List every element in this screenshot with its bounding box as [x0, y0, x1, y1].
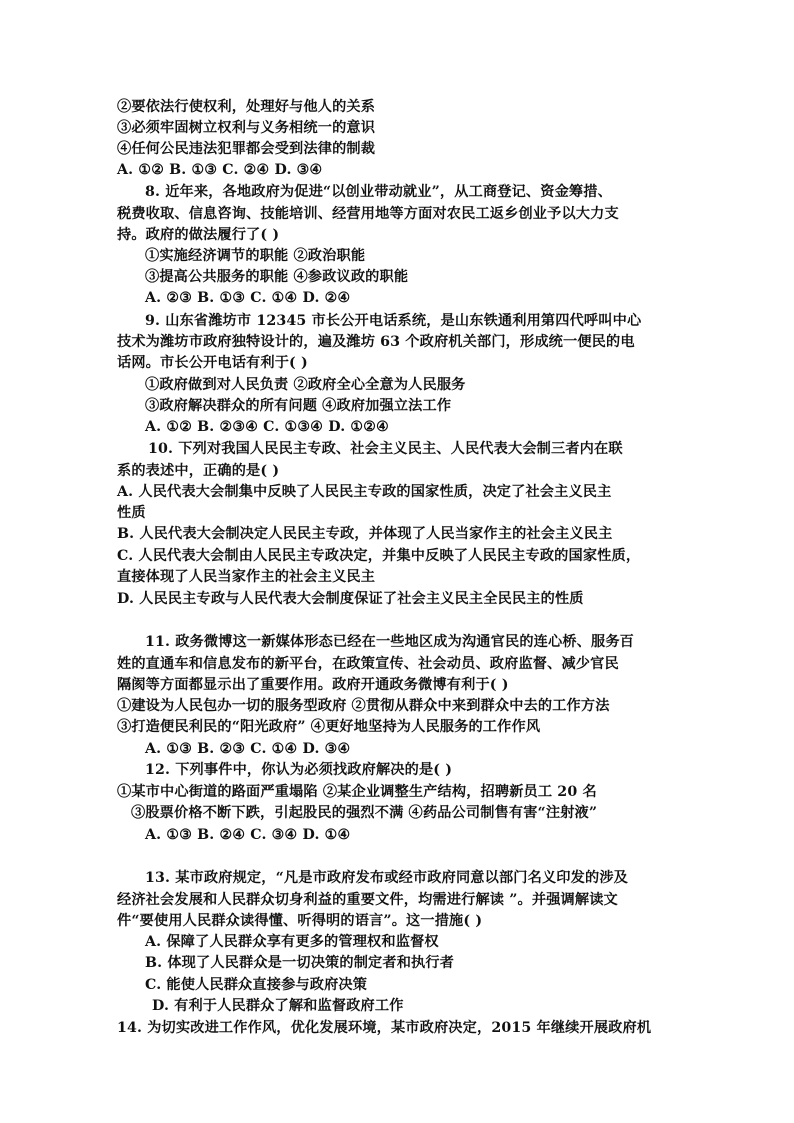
q11-choices: A. ①③ B. ②③ C. ①④ D. ③④	[145, 741, 351, 757]
q13-stem-line-1: 13. 某市政府规定，“凡是市政府发布或经市政府同意以部门名义印发的涉及	[145, 870, 628, 886]
q9-options-2: ③政府解决群众的所有问题 ④政府加强立法工作	[145, 398, 452, 414]
q9-stem-line-3: 话网。市长公开电话有利于( )	[117, 355, 308, 371]
q13-option-a: A. 保障了人民群众享有更多的管理权和监督权	[145, 934, 439, 950]
q9-options-1: ①政府做到对人民负责 ②政府全心全意为人民服务	[145, 377, 466, 393]
q8-choices: A. ②③ B. ①③ C. ①④ D. ②④	[145, 290, 351, 306]
q10-option-a: A. 人民代表大会制集中反映了人民民主专政的国家性质，决定了社会主义民主	[117, 484, 612, 500]
q10-option-c-cont: 直接体现了人民当家作主的社会主义民主	[117, 569, 376, 585]
q12-options-1: ①某市中心街道的路面严重塌陷 ②某企业调整生产结构，招聘新员工 20 名	[117, 784, 597, 800]
q7-choices: A. ①② B. ①③ C. ②④ D. ③④	[117, 162, 323, 178]
q12-stem: 12. 下列事件中，你认为必须找政府解决的是( )	[145, 762, 453, 778]
q13-option-d: D. 有利于人民群众了解和监督政府工作	[152, 998, 404, 1014]
q8-options-1: ①实施经济调节的职能 ②政治职能	[145, 248, 366, 264]
q10-option-a-cont: 性质	[117, 505, 146, 521]
q10-option-c: C. 人民代表大会制由人民民主专政决定，并集中反映了人民民主专政的国家性质，	[117, 548, 641, 564]
q7-option-2: ②要依法行使权利，处理好与他人的关系	[117, 99, 376, 115]
q10-option-d: D. 人民民主专政与人民代表大会制度保证了社会主义民主全民民主的性质	[117, 591, 584, 607]
q10-option-b: B. 人民代表大会制决定人民民主专政，并体现了人民当家作主的社会主义民主	[117, 526, 613, 542]
q8-stem-line-1: 8. 近年来，各地政府为促进“以创业带动就业”，从工商登记、资金筹措、	[145, 184, 612, 200]
q11-options-1: ①建设为人民包办一切的服务型政府 ②贯彻从群众中来到群众中去的工作方法	[117, 698, 610, 714]
q12-choices: A. ①③ B. ②④ C. ③④ D. ①④	[145, 827, 351, 843]
q7-option-4: ④任何公民违法犯罪都会受到法律的制裁	[117, 141, 376, 157]
q12-options-2: ③股票价格不断下跌，引起股民的强烈不满 ④药品公司制售有害“注射液”	[131, 805, 598, 821]
q11-stem-line-2: 姓的直通车和信息发布的新平台，在政策宣传、社会动员、政府监督、减少官民	[117, 656, 619, 672]
q9-choices: A. ①② B. ②③④ C. ①③④ D. ①②④	[145, 419, 389, 435]
q7-option-3: ③必须牢固树立权利与义务相统一的意识	[117, 120, 376, 136]
q13-stem-line-2: 经济社会发展和人民群众切身利益的重要文件，均需进行解读 ”。并强调解读文	[117, 892, 618, 908]
q10-stem-line-2: 系的表述中，正确的是( )	[117, 463, 280, 479]
q13-stem-line-3: 件“要使用人民群众读得懂、听得明的语言”。这一措施( )	[117, 913, 483, 929]
q8-stem-line-3: 持。政府的做法履行了( )	[117, 227, 280, 243]
q11-stem-line-3: 隔阂等方面都显示出了重要作用。政府开通政务微博有利于( )	[117, 677, 509, 693]
q10-stem-line-1: 10. 下列对我国人民民主专政、社会主义民主、人民代表大会制三者内在联	[148, 441, 623, 457]
q8-stem-line-2: 税费收取、信息咨询、技能培训、经营用地等方面对农民工返乡创业予以大力支	[117, 206, 619, 222]
q9-stem-line-1: 9. 山东省潍坊市 12345 市长公开电话系统，是山东铁通利用第四代呼叫中心	[145, 313, 642, 329]
q14-stem-line-1: 14. 为切实改进工作作风，优化发展环境，某市政府决定，2015 年继续开展政府机	[117, 1020, 652, 1036]
q9-stem-line-2: 技术为潍坊市政府独特设计的，遍及潍坊 63 个政府机关部门，形成统一便民的电	[117, 334, 635, 350]
q13-option-b: B. 体现了人民群众是一切决策的制定者和执行者	[145, 955, 455, 971]
q11-options-2: ③打造便民利民的“阳光政府” ④更好地坚持为人民服务的工作作风	[117, 719, 541, 735]
q11-stem-line-1: 11. 政务微博这一新媒体形态已经在一些地区成为沟通官民的连心桥、服务百	[145, 634, 635, 650]
q8-options-2: ③提高公共服务的职能 ④参政议政的职能	[145, 269, 409, 285]
q13-option-c: C. 能使人民群众直接参与政府决策	[145, 977, 368, 993]
